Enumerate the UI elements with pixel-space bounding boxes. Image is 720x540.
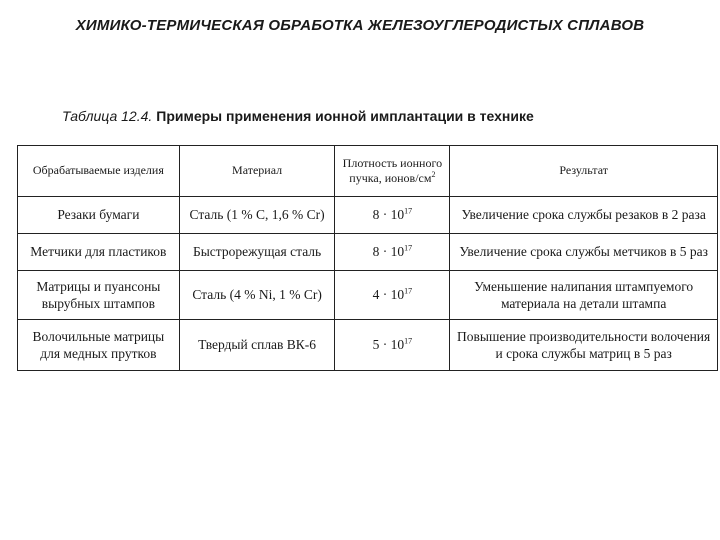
ion-implantation-table: [17, 145, 718, 371]
table-row: [18, 271, 718, 320]
header-density-line2: пучка, ионов/см: [349, 171, 432, 185]
density-base: 4 · 10: [372, 287, 405, 303]
header-material: Материал: [179, 146, 335, 197]
cell-item: Резаки бумаги: [18, 197, 180, 234]
density-exponent: 17: [404, 243, 413, 253]
page-title: ХИМИКО-ТЕРМИЧЕСКАЯ ОБРАБОТКА ЖЕЛЕЗОУГЛЕРОДИСТЫХ СПЛАВОВ: [75, 17, 645, 34]
cell-item: Волочильные матрицы для медных прутков: [18, 320, 180, 371]
header-density-line1: Плотность ионного: [342, 155, 443, 170]
density-exponent: 17: [404, 286, 413, 296]
cell-result: Увеличение срока службы резаков в 2 раза: [450, 197, 718, 234]
cell-density: [335, 271, 450, 320]
density-base: 8 · 10: [372, 244, 405, 260]
cell-material: Быстрорежущая сталь: [179, 234, 335, 271]
table-header-row: [18, 146, 718, 197]
table-caption: [62, 108, 534, 124]
density-exponent: 17: [404, 206, 413, 216]
cell-material: Сталь (4 % Ni, 1 % Cr): [179, 271, 335, 320]
cell-density: [335, 320, 450, 371]
density-base: 5 · 10: [372, 337, 405, 353]
cell-item: Матрицы и пуансоны вырубных штампов: [18, 271, 180, 320]
header-result: Результат: [450, 146, 718, 197]
header-item: Обрабатываемые изделия: [18, 146, 180, 197]
cell-density: [335, 234, 450, 271]
cell-result: Увеличение срока службы метчиков в 5 раз: [450, 234, 718, 271]
cell-material: Сталь (1 % С, 1,6 % Cr): [179, 197, 335, 234]
caption-label: Таблица 12.4.: [62, 108, 153, 124]
density-base: 8 · 10: [372, 207, 405, 223]
header-density-exponent: 2: [431, 170, 436, 179]
table-row: [18, 234, 718, 271]
cell-result: Повышение производительности волочения и срока службы матриц в 5 раз: [450, 320, 718, 371]
density-exponent: 17: [404, 336, 413, 346]
cell-density: [335, 197, 450, 234]
cell-result: Уменьшение налипания штампуемого материала на детали штампа: [450, 271, 718, 320]
caption-title: Примеры применения ионной имплантации в технике: [156, 108, 534, 124]
table-row: [18, 197, 718, 234]
cell-item: Метчики для пластиков: [18, 234, 180, 271]
cell-material: Твердый сплав ВК-6: [179, 320, 335, 371]
table-row: [18, 320, 718, 371]
header-density: [335, 146, 450, 197]
